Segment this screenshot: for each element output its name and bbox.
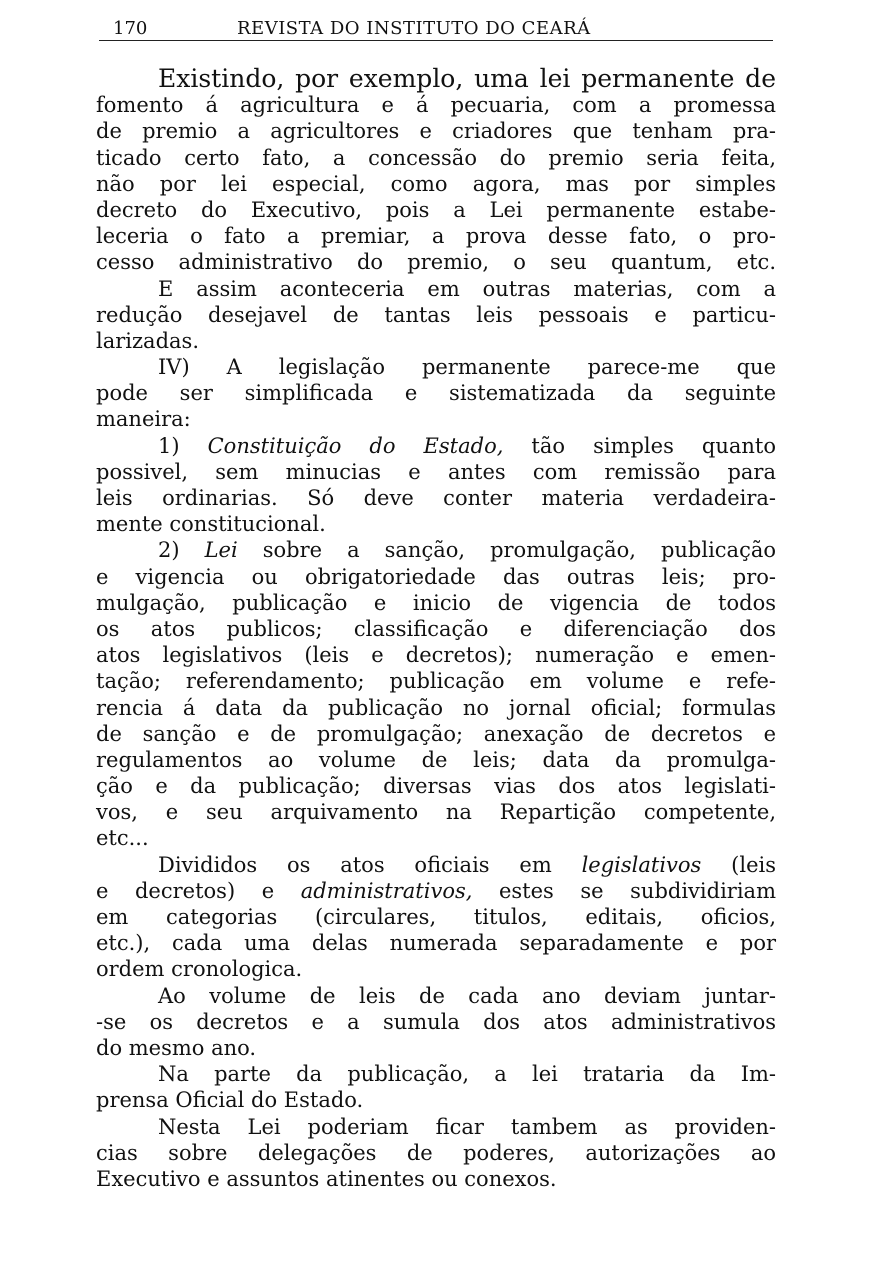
text-line: Nesta Lei poderiam ficar tambem as providen- xyxy=(158,1114,776,1139)
text-line: ticado certo fato, a concessão do premio seria feita, xyxy=(96,145,776,170)
text-line: decreto do Executivo, pois a Lei permanente estabe- xyxy=(96,197,776,222)
text-line: leceria o fato a premiar, a prova desse fato, o pro- xyxy=(96,224,776,249)
paragraph xyxy=(96,983,776,1062)
paragraph xyxy=(96,66,776,276)
text-line: IV) A legislação permanente parece-me que xyxy=(158,355,776,380)
text-line: -se os decretos e a sumula dos atos administrativos xyxy=(96,1009,776,1034)
text-line: leis ordinarias. Só deve conter materia verdadeira- xyxy=(96,486,776,510)
text-line: maneira: xyxy=(96,407,191,432)
paragraph xyxy=(96,1114,776,1193)
text-line: Executivo e assuntos atinentes ou conexos. xyxy=(96,1166,557,1191)
text-line: os atos publicos; classificação e diferenciação dos xyxy=(96,616,776,641)
running-title: REVISTA DO INSTITUTO DO CEARÁ xyxy=(237,18,591,39)
text-line: E assim aconteceria em outras materias, com a xyxy=(158,276,776,301)
text-line: rencia á data da publicação no jornal oficial; formulas xyxy=(96,695,776,720)
text-line: etc... xyxy=(96,826,149,851)
text-line: regulamentos ao volume de leis; data da promulga- xyxy=(96,747,776,772)
running-header xyxy=(99,12,773,41)
text-line: tação; referendamento; publicação em volume e refe- xyxy=(96,669,776,694)
text-line: 1) Constituição do Estado, tão simples quanto xyxy=(158,433,776,458)
text-line: pode ser simplificada e sistematizada da seguinte xyxy=(96,381,776,406)
text-line: cias sobre delegações de poderes, autorizações ao xyxy=(96,1140,776,1165)
text-line: atos legislativos (leis e decretos); numeração e emen- xyxy=(96,643,776,668)
text-line: de premio a agricultores e criadores que tenham pra- xyxy=(96,119,776,144)
paragraph xyxy=(96,354,776,433)
text-line: Divididos os atos oficiais em legislativos (leis xyxy=(158,852,777,877)
text-line: ordem cronologica. xyxy=(96,957,303,982)
text-line: Na parte da publicação, a lei trataria da Im- xyxy=(158,1062,776,1087)
text-line: larizadas. xyxy=(96,328,199,353)
paragraph xyxy=(96,1061,776,1113)
text-line: e decretos) e administrativos, estes se subdividiriam xyxy=(96,878,776,903)
text-line: possivel, sem minucias e antes com remissão para xyxy=(96,459,776,484)
text-line: etc.), cada uma delas numerada separadamente e por xyxy=(96,931,776,956)
text-line: vos, e seu arquivamento na Repartição competente, xyxy=(96,800,776,825)
text-line: do mesmo ano. xyxy=(96,1035,257,1060)
text-line: mente constitucional. xyxy=(96,512,326,537)
text-line: e vigencia ou obrigatoriedade das outras leis; pro- xyxy=(96,564,776,589)
text-line: 2) Lei sobre a sanção, promulgação, publicação xyxy=(158,538,776,563)
body-text xyxy=(96,66,776,1192)
text-line: fomento á agricultura e á pecuaria, com a promessa xyxy=(96,93,776,118)
text-line: redução desejavel de tantas leis pessoais e particu- xyxy=(96,302,776,327)
text-line: ção e da publicação; diversas vias dos atos legislati- xyxy=(96,774,776,799)
paragraph xyxy=(96,852,776,983)
text-line: cesso administrativo do premio, o seu quantum, etc. xyxy=(96,250,776,275)
text-line: de sanção e de promulgação; anexação de decretos e xyxy=(96,721,776,746)
page-number: 170 xyxy=(113,18,148,39)
text-line: prensa Oficial do Estado. xyxy=(96,1088,364,1113)
text-line: Existindo, por exemplo, uma lei permanente de xyxy=(158,64,776,93)
paragraph xyxy=(96,433,776,538)
paragraph xyxy=(96,537,776,851)
text-line: mulgação, publicação e inicio de vigencia de todos xyxy=(96,590,776,615)
text-line: Ao volume de leis de cada ano deviam juntar- xyxy=(158,983,776,1008)
text-line: não por lei especial, como agora, mas por simples xyxy=(96,171,776,196)
text-line: em categorias (circulares, titulos, editais, oficios, xyxy=(96,905,776,929)
paragraph xyxy=(96,276,776,355)
